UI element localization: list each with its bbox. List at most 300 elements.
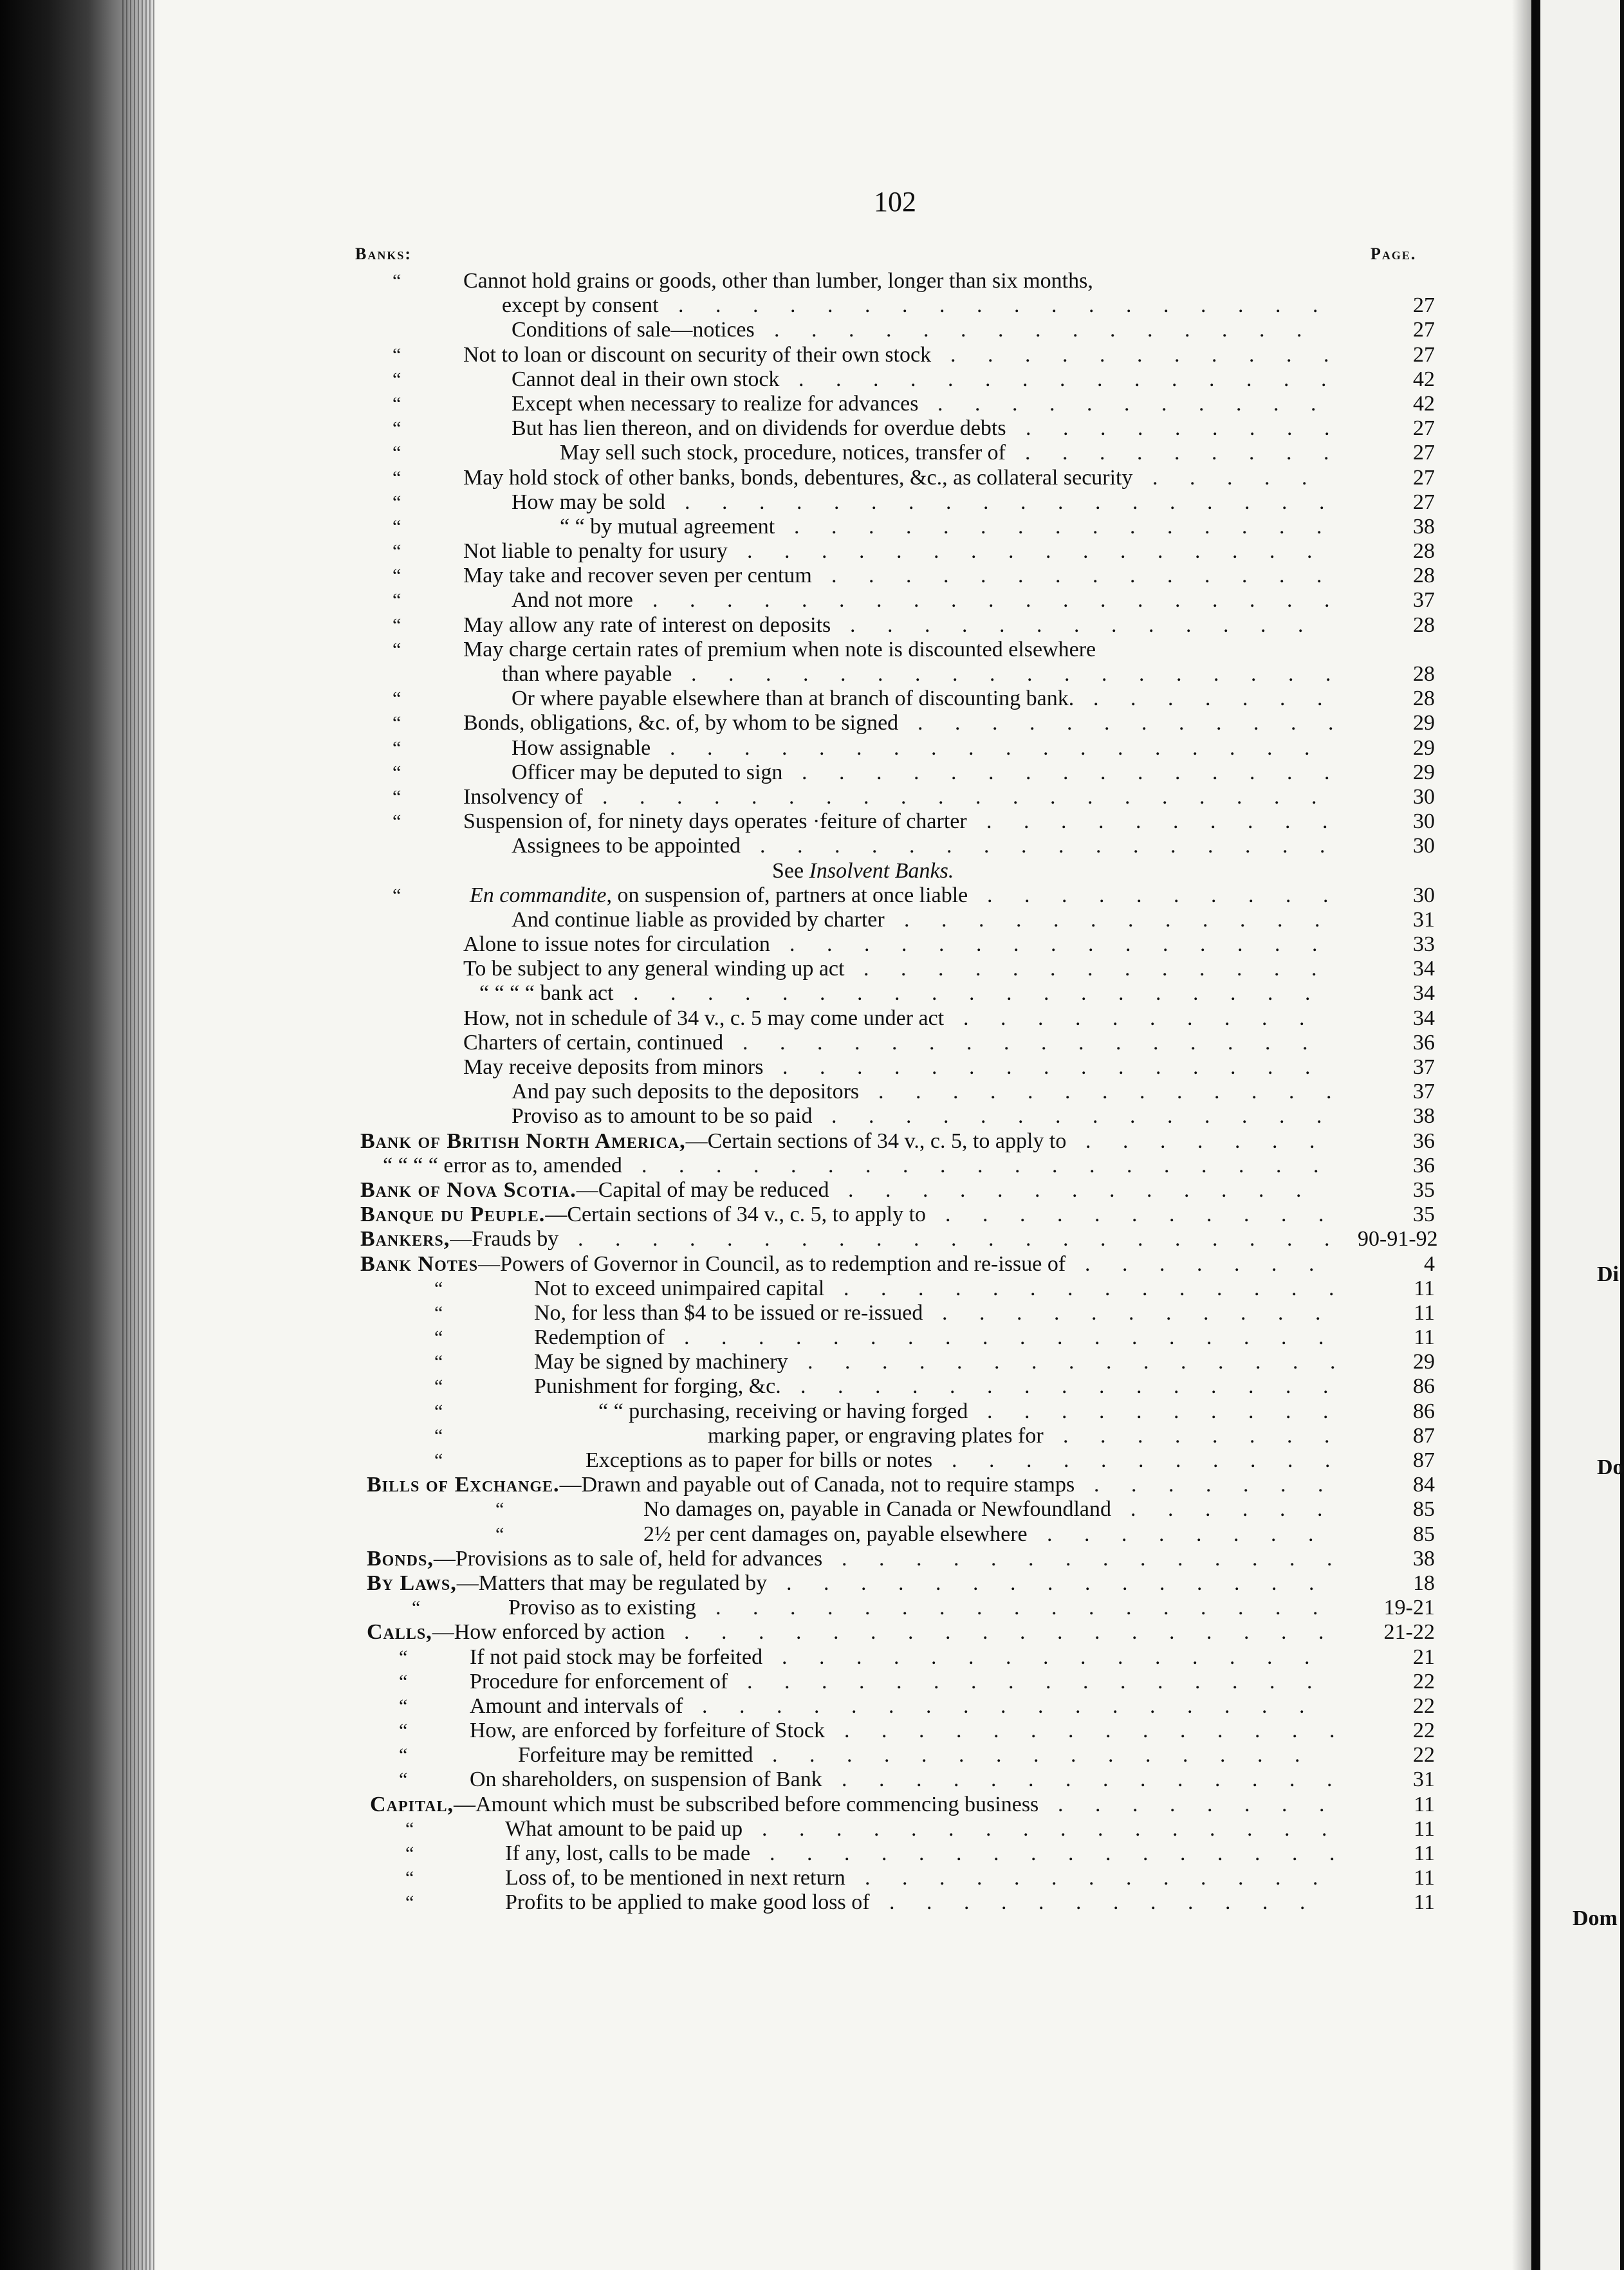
leader-dot: .	[1083, 539, 1089, 564]
entry-text: En commandite, on suspension of, partners at once liable	[470, 883, 968, 907]
leader-dot: .	[1275, 1866, 1281, 1890]
index-entry	[0, 1424, 1531, 1448]
leader-dot: .	[1025, 441, 1031, 465]
leader-dot: .	[1138, 760, 1143, 784]
leader-dot: .	[1313, 293, 1318, 318]
leader-dot: .	[1293, 1350, 1298, 1374]
leader-dot: .	[1013, 957, 1019, 981]
leader-dot: .	[1240, 907, 1246, 932]
leader-dot: .	[707, 735, 713, 760]
leader-dot: .	[952, 662, 958, 686]
leader-dot: .	[903, 1153, 909, 1177]
index-entry	[0, 1350, 1531, 1374]
index-entry	[0, 1104, 1531, 1129]
leader-dot: .	[1249, 441, 1255, 465]
leader-dot: .	[1210, 809, 1216, 834]
leader-dot: .	[879, 1546, 885, 1571]
leader-dot: .	[1020, 1203, 1026, 1227]
leader-dot: .	[1247, 1816, 1253, 1841]
leader-dot: .	[691, 662, 697, 686]
leader-dot: .	[1287, 588, 1293, 613]
leader-dot: .	[690, 1227, 696, 1251]
index-entry	[0, 1031, 1531, 1055]
leader-dot: .	[1066, 1767, 1071, 1792]
leader-dot: .	[1317, 1497, 1323, 1522]
leader-dot: .	[1255, 1841, 1260, 1865]
leader-dot: .	[969, 981, 975, 1006]
leader-dot: .	[1265, 1030, 1271, 1055]
leader-dot: .	[796, 1325, 802, 1350]
leader-dot: .	[1177, 1546, 1183, 1571]
leader-dot: .	[1150, 1890, 1156, 1915]
leader-dot: .	[753, 1153, 759, 1177]
leader-dot: .	[1197, 1571, 1203, 1595]
leader-dot: .	[1138, 1448, 1144, 1472]
page-reference: 21	[1413, 1645, 1435, 1669]
entry-text: By Laws,—Matters that may be regulated by	[367, 1571, 768, 1595]
leader-dot: .	[951, 760, 957, 784]
leader-dot: .	[916, 1080, 921, 1104]
leader-dot: .	[827, 1596, 833, 1620]
index-entry	[0, 1374, 1531, 1399]
leader-dot: .	[1160, 1129, 1166, 1153]
leader-dot: .	[842, 1546, 847, 1571]
ditto-mark: “	[392, 491, 401, 513]
leader-dot: .	[834, 490, 840, 514]
leader-dot: .	[906, 514, 912, 539]
leader-dot: .	[1174, 1374, 1179, 1399]
leader-dot: .	[857, 1055, 863, 1079]
leader-dot: .	[1193, 1055, 1199, 1079]
page-reference: 27	[1413, 342, 1435, 367]
leader-dot: .	[850, 613, 856, 637]
leader-dot: .	[874, 1816, 880, 1841]
page-reference: 85	[1413, 1497, 1435, 1522]
leader-dot: .	[1068, 1719, 1074, 1743]
entry-text: Or where payable elsewhere than at branch of discounting bank.	[512, 687, 1075, 711]
leader-dot: .	[791, 1153, 797, 1177]
leader-dot: .	[1001, 1693, 1006, 1718]
ditto-mark: “	[392, 884, 401, 906]
leader-dot: .	[977, 1153, 983, 1177]
leader-dot: .	[714, 784, 720, 809]
leader-dot: .	[802, 760, 807, 784]
page-reference: 18	[1413, 1571, 1435, 1595]
ditto-mark: “	[434, 1302, 443, 1324]
leader-dot: .	[1062, 1399, 1067, 1423]
leader-dot: .	[1315, 907, 1320, 932]
page-reference: 36	[1413, 1153, 1435, 1177]
entry-text: “ “ “ “ error as to, amended	[383, 1153, 622, 1177]
leader-dot: .	[932, 981, 937, 1006]
entry-heading: Banque du Peuple.	[360, 1203, 546, 1227]
leader-dot: .	[1318, 1473, 1324, 1497]
index-entry	[0, 1767, 1531, 1792]
leader-dot: .	[1209, 367, 1215, 391]
leader-dot: .	[1309, 1129, 1315, 1153]
leader-dot: .	[871, 490, 877, 514]
index-entry	[0, 834, 1531, 858]
leader-dot: .	[745, 981, 751, 1006]
leader-dot: .	[1108, 1743, 1114, 1767]
leader-dot: .	[932, 1055, 937, 1079]
entry-text: Capital,—Amount which must be subscribed before commencing business	[370, 1792, 1039, 1816]
leader-dot: .	[887, 613, 893, 637]
leader-dot: .	[1212, 1423, 1218, 1448]
leader-dot: .	[1319, 490, 1325, 514]
index-entry	[0, 1080, 1531, 1104]
leader-dot: .	[1249, 342, 1255, 367]
leader-dot: .	[652, 588, 658, 613]
leader-dot: .	[901, 957, 907, 981]
leader-dot: .	[1179, 1276, 1185, 1300]
leader-dot: .	[640, 784, 645, 809]
leader-dot: .	[921, 1743, 927, 1767]
leader-dot: .	[1289, 1546, 1295, 1571]
leader-dot: .	[1118, 735, 1123, 760]
leader-dot: .	[679, 1153, 685, 1177]
ditto-mark: “	[495, 1523, 504, 1545]
leader-dot: .	[1195, 539, 1201, 564]
leader-dot: .	[1093, 1104, 1098, 1129]
leader-dot: .	[807, 1841, 813, 1865]
leader-dot: .	[1175, 1227, 1181, 1251]
leader-dot: .	[881, 1841, 887, 1865]
entry-text: May be signed by machinery	[534, 1350, 788, 1374]
ditto-mark: “	[392, 344, 401, 365]
leader-dot: .	[962, 613, 968, 637]
leader-dot: .	[1281, 1325, 1287, 1350]
leader-dot: .	[831, 1104, 837, 1129]
entry-heading: Bank Notes	[360, 1251, 479, 1276]
leader-dot: .	[1316, 1104, 1322, 1129]
leader-dot: .	[988, 342, 993, 367]
leader-dot: .	[794, 514, 800, 539]
leader-dot: .	[1132, 1792, 1138, 1816]
page-reference: 28	[1413, 564, 1435, 588]
page-reference: 86	[1413, 1399, 1435, 1423]
leader-dot: .	[842, 1767, 847, 1792]
leader-dot: .	[1156, 1055, 1161, 1079]
page-reference: 11	[1414, 1890, 1435, 1915]
leader-dot: .	[1166, 1300, 1172, 1325]
leader-dot: .	[1176, 1448, 1181, 1472]
leader-dot: .	[1103, 1767, 1109, 1792]
leader-dot: .	[1078, 1030, 1084, 1055]
leader-dot: .	[770, 1841, 775, 1865]
leader-dot: .	[677, 784, 683, 809]
page-column-heading: Page.	[1370, 245, 1417, 263]
leader-dot: .	[1242, 687, 1248, 711]
leader-dot: .	[966, 1030, 972, 1055]
leader-dot: .	[1299, 1006, 1305, 1030]
leader-dot: .	[1143, 1350, 1149, 1374]
leader-dot: .	[1137, 342, 1143, 367]
leader-dot: .	[753, 1596, 759, 1620]
leader-dot: .	[985, 367, 991, 391]
index-entry	[0, 1006, 1531, 1031]
leader-dot: .	[1068, 1841, 1074, 1865]
leader-dot: .	[1262, 1890, 1268, 1915]
entry-heading: Capital,	[370, 1792, 454, 1816]
leader-dot: .	[909, 834, 915, 858]
leader-dot: .	[1046, 1669, 1051, 1693]
leader-dot: .	[1064, 662, 1070, 686]
leader-dot: .	[987, 1374, 993, 1399]
leader-dot: .	[923, 1177, 928, 1202]
adjacent-page-fragment: Do	[1597, 1455, 1624, 1479]
leader-dot: .	[1187, 1006, 1193, 1030]
leader-dot: .	[1271, 1522, 1277, 1546]
leader-dot: .	[954, 1546, 959, 1571]
leader-dot: .	[1060, 367, 1066, 391]
leader-dot: .	[1058, 834, 1064, 858]
leader-dot: .	[1237, 784, 1242, 809]
leader-dot: .	[1028, 1080, 1033, 1104]
leader-dot: .	[1241, 1300, 1246, 1325]
leader-dot: .	[898, 1571, 904, 1595]
leader-dot: .	[908, 1620, 914, 1645]
leader-dot: .	[1047, 1571, 1053, 1595]
leader-dot: .	[739, 1693, 745, 1718]
leader-dot: .	[997, 1177, 1003, 1202]
leader-dot: .	[906, 564, 912, 588]
leader-dot: .	[988, 760, 994, 784]
leader-dot: .	[722, 490, 728, 514]
leader-dot: .	[1098, 809, 1104, 834]
leader-dot: .	[1309, 1251, 1315, 1276]
leader-dot: .	[1095, 490, 1101, 514]
leader-dot: .	[1271, 1251, 1277, 1276]
leader-dot: .	[1100, 588, 1106, 613]
leader-dot: .	[916, 1546, 922, 1571]
leader-dot: .	[1192, 1645, 1198, 1669]
leader-dot: .	[869, 564, 874, 588]
leader-dot: .	[876, 760, 882, 784]
leader-dot: .	[979, 1300, 985, 1325]
index-entry	[0, 564, 1531, 588]
leader-dot: .	[865, 1596, 871, 1620]
leader-dot: .	[1210, 1816, 1215, 1841]
leader-dot: .	[615, 1227, 621, 1251]
leader-dot: .	[1010, 1571, 1016, 1595]
leader-dot: .	[1324, 416, 1330, 441]
entry-text: Profits to be applied to make good loss of	[505, 1890, 870, 1915]
leader-dot: .	[1211, 1399, 1217, 1423]
leader-dot: .	[1051, 1596, 1057, 1620]
leader-dot: .	[839, 588, 845, 613]
leader-dot: .	[1206, 1473, 1212, 1497]
leader-dot: .	[856, 1645, 862, 1669]
leader-dot: .	[1215, 1767, 1221, 1792]
leader-dot: .	[1262, 1693, 1268, 1718]
leader-dot: .	[1080, 1645, 1086, 1669]
leader-dot: .	[1248, 1399, 1254, 1423]
page-reference: 37	[1413, 1080, 1435, 1104]
leader-dot: .	[1300, 1890, 1306, 1915]
leader-dot: .	[1322, 809, 1328, 834]
leader-dot: .	[1136, 809, 1141, 834]
ditto-mark: “	[405, 1867, 414, 1889]
leader-dot: .	[871, 1620, 876, 1645]
leader-dot: .	[1091, 907, 1096, 932]
ditto-mark: “	[392, 712, 401, 734]
entry-text: And not more	[512, 588, 633, 613]
leader-dot: .	[1130, 564, 1136, 588]
leader-dot: .	[904, 907, 910, 932]
leader-dot: .	[1280, 1473, 1286, 1497]
leader-dot: .	[1281, 1203, 1287, 1227]
index-entry	[0, 293, 1531, 318]
leader-dot: .	[956, 1841, 962, 1865]
leader-dot: .	[981, 1104, 986, 1129]
leader-dot: .	[833, 1325, 839, 1350]
leader-dot: .	[884, 1743, 890, 1767]
index-entry	[0, 957, 1531, 981]
leader-dot: .	[1089, 1153, 1095, 1177]
leader-dot: .	[1248, 809, 1253, 834]
leader-dot: .	[1292, 1841, 1298, 1865]
leader-dot: .	[1201, 293, 1206, 318]
leader-dot: .	[885, 1177, 891, 1202]
leader-dot: .	[1220, 1743, 1226, 1767]
index-entry	[0, 638, 1531, 662]
leader-dot: .	[1136, 883, 1142, 907]
leader-dot: .	[1062, 883, 1067, 907]
leader-dot: .	[1067, 1276, 1073, 1300]
leader-dot: .	[901, 932, 907, 957]
ditto-mark: “	[405, 1818, 414, 1840]
leader-dot: .	[1138, 1423, 1143, 1448]
leader-dot: .	[1175, 416, 1181, 441]
index-entry	[0, 981, 1531, 1006]
leader-dot: .	[721, 1325, 727, 1350]
leader-dot: .	[1018, 514, 1024, 539]
leader-dot: .	[1035, 1177, 1040, 1202]
leader-dot: .	[1242, 1497, 1248, 1522]
leader-dot: .	[1223, 613, 1229, 637]
leader-dot: .	[1197, 1129, 1203, 1153]
leader-dot: .	[1174, 441, 1180, 465]
ditto-mark: “	[434, 1277, 443, 1299]
leader-dot: .	[1133, 834, 1139, 858]
leader-dot: .	[983, 1203, 988, 1227]
leader-dot: .	[1130, 1497, 1136, 1522]
leader-dot: .	[716, 1153, 722, 1177]
leader-dot: .	[1096, 834, 1102, 858]
index-entry	[0, 1890, 1531, 1915]
leader-dot: .	[950, 342, 956, 367]
ditto-mark: “	[434, 1400, 443, 1422]
leader-dot: .	[916, 1767, 922, 1792]
entry-text: Assignees to be appointed	[512, 834, 741, 858]
leader-dot: .	[670, 981, 676, 1006]
leader-dot: .	[1058, 490, 1064, 514]
leader-dot: .	[1298, 613, 1304, 637]
leader-dot: .	[1001, 1890, 1007, 1915]
leader-dot: .	[811, 318, 817, 342]
leader-dot: .	[983, 1620, 988, 1645]
leader-dot: .	[1087, 784, 1093, 809]
leader-dot: .	[939, 1866, 945, 1890]
leader-dot: .	[1246, 367, 1252, 391]
leader-dot: .	[1281, 1620, 1287, 1645]
leader-dot: .	[847, 1743, 853, 1767]
leader-dot: .	[1103, 1546, 1109, 1571]
leader-dot: .	[1064, 1448, 1069, 1472]
leader-dot: .	[1280, 687, 1286, 711]
leader-dot: .	[1242, 1104, 1248, 1129]
leader-dot: .	[1143, 1719, 1149, 1743]
leader-dot: .	[881, 1276, 887, 1300]
leader-dot: .	[1251, 1080, 1257, 1104]
index-entry	[0, 1547, 1531, 1571]
leader-dot: .	[1085, 1129, 1091, 1153]
leader-dot: .	[981, 564, 986, 588]
leader-dot: .	[744, 735, 750, 760]
leader-dot: .	[789, 784, 795, 809]
leader-dot: .	[938, 957, 944, 981]
entry-text: If any, lost, calls to be made	[505, 1841, 751, 1865]
leader-dot: .	[993, 1841, 999, 1865]
leader-dot: .	[1012, 391, 1018, 416]
leader-dot: .	[1204, 1104, 1210, 1129]
leader-dot: .	[1225, 1890, 1231, 1915]
leader-dot: .	[800, 1374, 806, 1399]
ditto-mark: “	[434, 1327, 443, 1349]
leader-dot: .	[996, 1743, 1002, 1767]
leader-dot: .	[727, 1227, 733, 1251]
leader-dot: .	[1050, 957, 1056, 981]
leader-dot: .	[1251, 662, 1257, 686]
leader-dot: .	[835, 834, 840, 858]
leader-dot: .	[925, 613, 930, 637]
entry-text: On shareholders, on suspension of Bank	[470, 1767, 822, 1792]
leader-dot: .	[1017, 1300, 1022, 1325]
entry-text: Cannot deal in their own stock	[512, 367, 780, 391]
leader-dot: .	[1075, 1006, 1081, 1030]
entry-text: Bills of Exchange.—Drawn and payable out of Canada, not to require stamps	[367, 1473, 1075, 1497]
leader-dot: .	[1081, 981, 1087, 1006]
leader-dot: .	[971, 1669, 977, 1693]
leader-dot: .	[772, 1743, 778, 1767]
leader-dot: .	[993, 1276, 999, 1300]
page-reference: 28	[1413, 687, 1435, 711]
leader-dot: .	[780, 1030, 786, 1055]
leader-dot: .	[1163, 1596, 1169, 1620]
page-reference: 4	[1424, 1251, 1435, 1276]
leader-dot: .	[1175, 588, 1181, 613]
leader-dot: .	[764, 1227, 770, 1251]
leader-dot: .	[803, 662, 809, 686]
leader-dot: .	[1305, 1055, 1311, 1079]
leader-dot: .	[1264, 465, 1270, 490]
leader-dot: .	[1216, 711, 1222, 735]
leader-dot: .	[1201, 1153, 1207, 1177]
leader-dot: .	[1319, 1792, 1325, 1816]
leader-dot: .	[1329, 1841, 1335, 1865]
leader-dot: .	[1125, 784, 1130, 809]
leader-dot: .	[927, 1890, 932, 1915]
entry-text: except by consent	[502, 293, 659, 318]
leader-dot: .	[1063, 416, 1069, 441]
entry-heading: By Laws,	[367, 1571, 457, 1595]
leader-dot: .	[1205, 687, 1211, 711]
entry-text: How, are enforced by forfeiture of Stock	[470, 1719, 825, 1743]
leader-dot: .	[1169, 1325, 1175, 1350]
leader-dot: .	[1084, 1522, 1090, 1546]
leader-dot: .	[1184, 1177, 1190, 1202]
